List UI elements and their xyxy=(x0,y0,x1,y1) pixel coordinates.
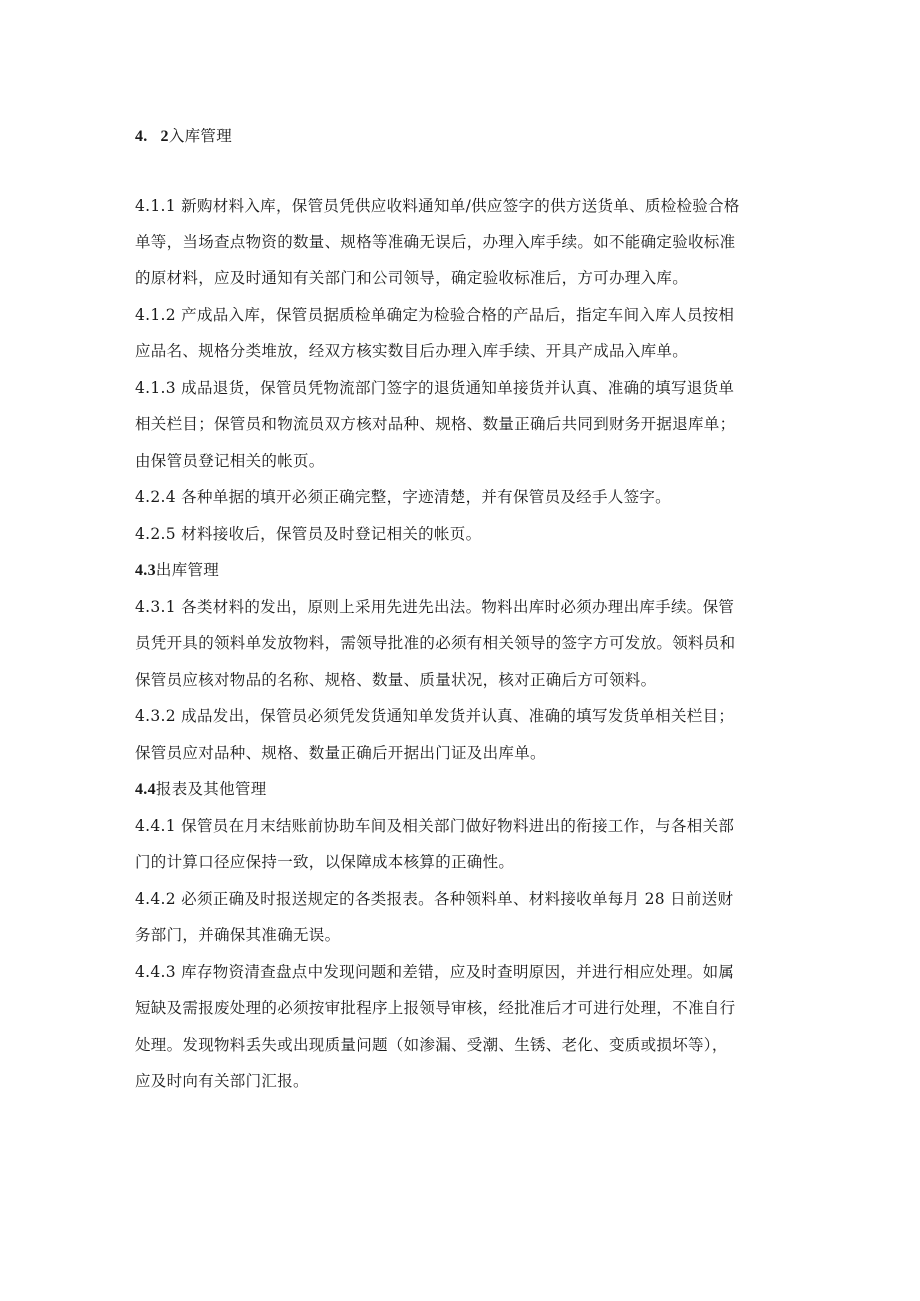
section-heading-4-3 xyxy=(135,560,219,581)
paragraph-line: 4.1.2 产成品入库，保管员据质检单确定为检验合格的产品后，指定车间入库人员按相 xyxy=(135,306,735,324)
paragraph-line: 保管员应核对物品的名称、规格、数量、质量状况，核对正确后方可领料。 xyxy=(135,671,657,689)
section-number: 4.3 xyxy=(135,562,156,579)
paragraph-line: 4.1.1 新购材料入库，保管员凭供应收料通知单/供应签字的供方送货单、质检检验合格 xyxy=(135,197,740,215)
paragraph-line: 务部门，并确保其准确无误。 xyxy=(135,926,341,944)
paragraph-line: 相关栏目；保管员和物流员双方核对品种、规格、数量正确后共同到财务开据退库单； xyxy=(135,415,736,433)
paragraph-line: 4.3.1 各类材料的发出，原则上采用先进先出法。物料出库时必须办理出库手续。保管 xyxy=(135,598,735,616)
section-title: 入库管理 xyxy=(168,127,233,145)
paragraph-line: 4.2.5 材料接收后，保管员及时登记相关的帐页。 xyxy=(135,525,482,543)
paragraph-line: 4.2.4 各种单据的填开必须正确完整，字迹清楚，并有保管员及经手人签字。 xyxy=(135,488,671,506)
paragraph-line: 由保管员登记相关的帐页。 xyxy=(135,452,325,470)
paragraph-line: 员凭开具的领料单发放物料，需领导批准的必须有相关领导的签字方可发放。领料员和 xyxy=(135,634,736,652)
paragraph-line: 4.4.3 库存物资清查盘点中发现问题和差错，应及时查明原因，并进行相应处理。如属 xyxy=(135,963,735,981)
paragraph-line: 4.4.2 必须正确及时报送规定的各类报表。各种领料单、材料接收单每月 28 日前送财 xyxy=(135,890,734,908)
paragraph-line: 的原材料，应及时通知有关部门和公司领导，确定验收标准后，方可办理入库。 xyxy=(135,269,689,287)
paragraph-line: 应及时向有关部门汇报。 xyxy=(135,1072,309,1090)
section-title: 报表及其他管理 xyxy=(155,780,267,798)
paragraph-line: 处理。发现物料丢失或出现质量问题（如渗漏、受潮、生锈、老化、变质或损坏等）， xyxy=(135,1036,728,1054)
section-heading-4-4 xyxy=(135,779,267,800)
paragraph-line: 单等，当场查点物资的数量、规格等准确无误后，办理入库手续。如不能确定验收标准 xyxy=(135,233,736,251)
paragraph-line: 门的计算口径应保持一致，以保障成本核算的正确性。 xyxy=(135,853,515,871)
paragraph-line: 短缺及需报废处理的必须按审批程序上报领导审核，经批准后才可进行处理，不准自行 xyxy=(135,999,736,1017)
paragraph-line: 应品名、规格分类堆放，经双方核实数目后办理入库手续、开具产成品入库单。 xyxy=(135,342,689,360)
section-number: 4. 2 xyxy=(135,128,169,145)
paragraph-line: 4.3.2 成品发出，保管员必须凭发货通知单发货并认真、准确的填写发货单相关栏目； xyxy=(135,707,735,725)
section-number: 4.4 xyxy=(135,781,156,798)
paragraph-line: 保管员应对品种、规格、数量正确后开据出门证及出库单。 xyxy=(135,744,546,762)
paragraph-line: 4.4.1 保管员在月末结账前协助车间及相关部门做好物料进出的衔接工作，与各相关部 xyxy=(135,817,735,835)
paragraph-line: 4.1.3 成品退货，保管员凭物流部门签字的退货通知单接货并认真、准确的填写退货单 xyxy=(135,379,735,397)
section-title: 出库管理 xyxy=(155,561,220,579)
section-heading-4-2 xyxy=(135,126,232,147)
